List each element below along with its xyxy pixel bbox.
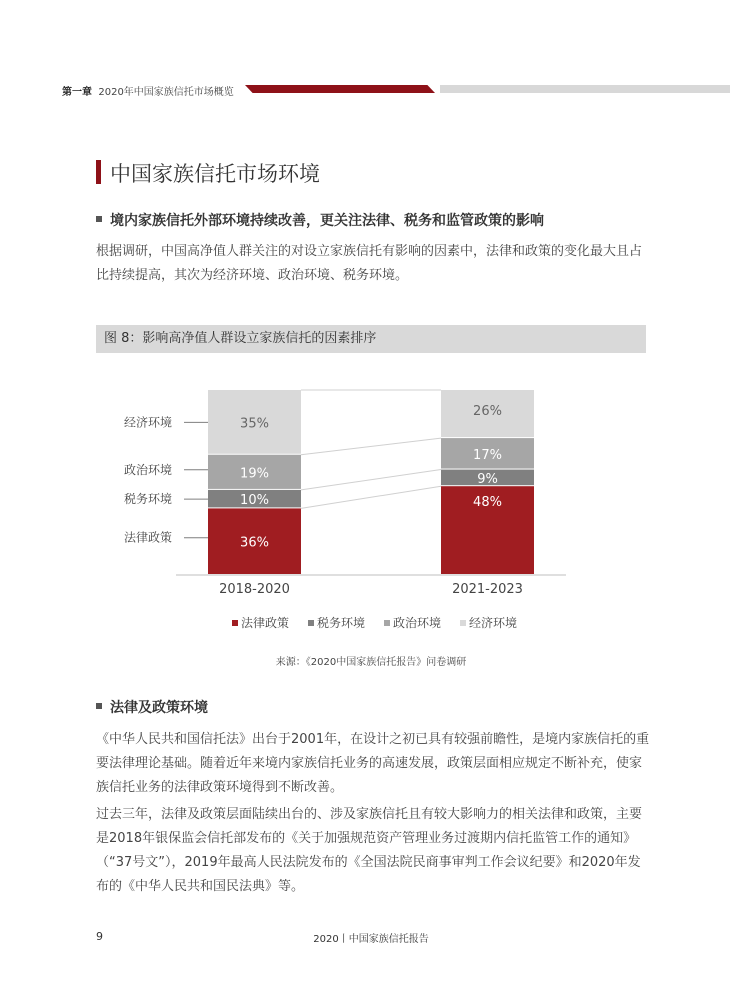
paragraph-trust-law: 《中华人民共和国信托法》出台于2001年，在设计之初已具有较强前瞻性，是境内家族信托的重要法律理论基础。随着近年来境内家族信托业务的高速发展，政策层面相应规定不断补充，使家族信托业务的法律政策环境得到不断改善。 [96,732,650,795]
subheading-external-environment: 境内家族信托外部环境持续改善，更关注法律、税务和监管政策的影响 [96,210,544,230]
figure-title: 图 8：影响高净值人群设立家族信托的因素排序 [96,325,646,353]
paragraph-survey: 根据调研，中国高净值人群关注的对设立家族信托有影响的因素中，法律和政策的变化最大且占比持续提高，其次为经济环境、政治环境、税务环境。 [96,244,643,283]
legend-label: 法律政策 [241,616,290,630]
legend-swatch [460,620,466,626]
page-number: 9 [96,930,103,943]
stacked-bar-chart [96,385,646,645]
section-title: 中国家族信托市场环境 [110,162,320,186]
data-label: 26% [473,404,502,419]
callout-label: 政治环境 [123,462,172,477]
data-label: 48% [473,495,502,511]
legend-label: 经济环境 [469,616,518,630]
data-label: 9% [477,471,498,487]
legend-swatch [384,620,390,626]
legend-swatch [308,620,314,626]
data-label: 35% [240,416,269,432]
header-grey-bar [440,85,730,93]
chapter-number: 第一章 [62,87,92,98]
connector-line [301,438,441,455]
legend-label: 税务环境 [317,616,366,630]
subheading-legal-policy: 法律及政策环境 [96,697,208,717]
header-red-bar [245,85,435,93]
bullet-square-icon [96,703,102,709]
running-header [0,80,742,98]
callout-label: 经济环境 [123,415,172,430]
legend-swatch [232,620,238,626]
footer-title: 2020丨中国家族信托报告 [313,934,429,945]
connector-line [301,486,441,508]
chart-svg [96,385,646,645]
data-label: 10% [240,493,269,509]
x-tick-label: 2018-2020 [219,582,290,597]
data-label: 19% [240,466,269,482]
data-label: 36% [240,535,269,551]
bullet-square-icon [96,216,102,222]
chapter-title: 2020年中国家族信托市场概览 [98,87,234,98]
callout-label: 法律政策 [123,530,172,545]
data-label: 17% [473,447,502,463]
chapter-label [62,83,234,98]
connector-line [301,470,441,490]
x-tick-label: 2021-2023 [452,582,523,597]
source-note: 来源：《2020中国家族信托报告》问卷调研 [275,657,467,668]
callout-label: 税务环境 [123,492,172,507]
paragraph-recent-policies: 过去三年，法律及政策层面陆续出台的、涉及家族信托且有较大影响力的相关法律和政策，主要是2018年银保监会信托部发布的《关于加强规范资产管理业务过渡期内信托监管工作的通知》（“37号文”），2019年最高人民法院发布的《全国法院民商事审判工作会议纪要》和2020年发布的《中华人民共和国民法典》等。 [96,807,643,894]
legend-label: 政治环境 [393,616,442,630]
